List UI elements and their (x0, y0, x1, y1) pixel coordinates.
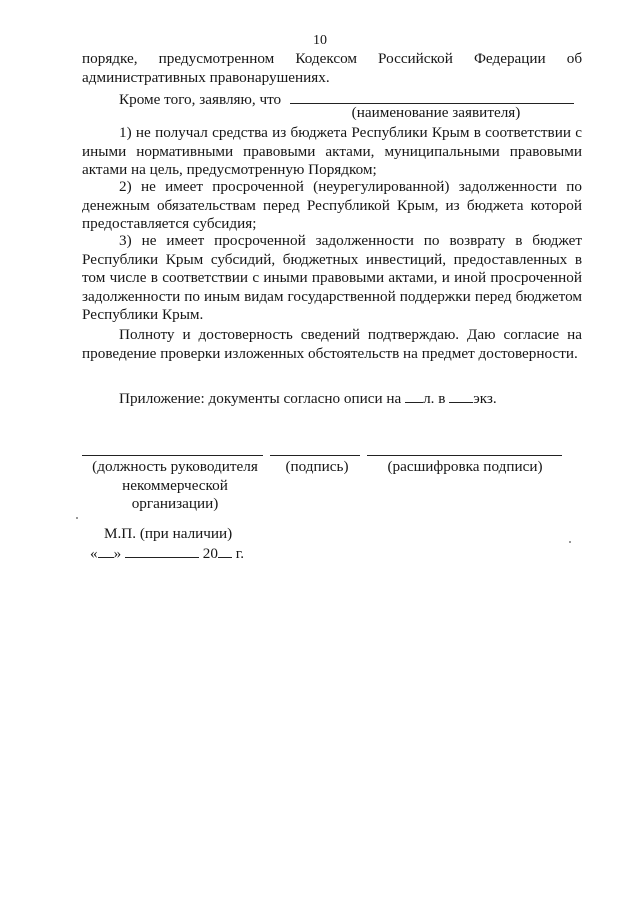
position-signature-line (82, 455, 263, 456)
year-blank (218, 543, 232, 558)
intro-line-2: административных правонарушениях. (82, 69, 330, 86)
decode-caption: (расшифровка подписи) (387, 458, 543, 475)
year-prefix: 20 (202, 545, 218, 562)
intro-line-1 (82, 50, 582, 69)
year-suffix: г. (235, 545, 245, 562)
attachment-prefix: Приложение: документы согласно описи на (119, 390, 402, 407)
intro-word: Российской (378, 50, 453, 67)
intro-word: Кодексом (295, 50, 357, 67)
page-number: 10 (313, 33, 327, 48)
scan-speck (569, 541, 571, 543)
intro-word: предусмотренном (158, 50, 275, 67)
sign-signature-line (270, 455, 360, 456)
date-close-quote: » (113, 545, 122, 562)
day-blank (98, 543, 114, 558)
intro-word: Федерации (473, 50, 546, 67)
position-caption: (должность руководителя некоммерческой организации) (92, 458, 258, 513)
month-blank (125, 543, 199, 558)
intro-word: об (566, 50, 583, 67)
sheets-count-blank (405, 388, 423, 403)
confirmation-paragraph: Полноту и достоверность сведений подтверждаю. Даю согласие на проведение проверки изложенных обстоятельств на предмет достоверности. (82, 326, 582, 362)
item-1: 1) не получал средства из бюджета Республики Крым в соответствии с иными нормативными правовыми актами, муниципальными правовыми актами на цель, предусмотренную Порядком; (82, 124, 582, 179)
declaration-prefix: Кроме того, заявляю, что (119, 91, 282, 108)
decode-signature-line (367, 455, 562, 456)
attachment-line (82, 388, 582, 409)
sign-caption: (подпись) (285, 458, 349, 475)
scan-speck (76, 517, 78, 519)
applicant-name-blank (290, 89, 574, 104)
copies-count-blank (449, 388, 473, 403)
applicant-caption: (наименование заявителя) (351, 104, 521, 121)
attachment-mid: л. в (423, 390, 446, 407)
date-line (90, 543, 330, 564)
intro-word: порядке, (82, 50, 138, 67)
attachment-suffix: экз. (473, 390, 497, 407)
stamp-label: М.П. (при наличии) (104, 525, 233, 542)
item-2: 2) не имеет просроченной (неурегулированной) задолженности по денежным обязательствам перед Республикой Крым, из бюджета которой предоставляется субсидия; (82, 178, 582, 233)
item-3: 3) не имеет просроченной задолженности по возврату в бюджет Республики Крым субсидий, бюджетных инвестиций, предоставленных в том числе в соответствии с иными правовыми актами, и иной просроченной задолженности по иным видам государственной поддержки перед бюджетом Республики Крым. (82, 232, 582, 324)
date-open-quote: « (90, 545, 98, 562)
